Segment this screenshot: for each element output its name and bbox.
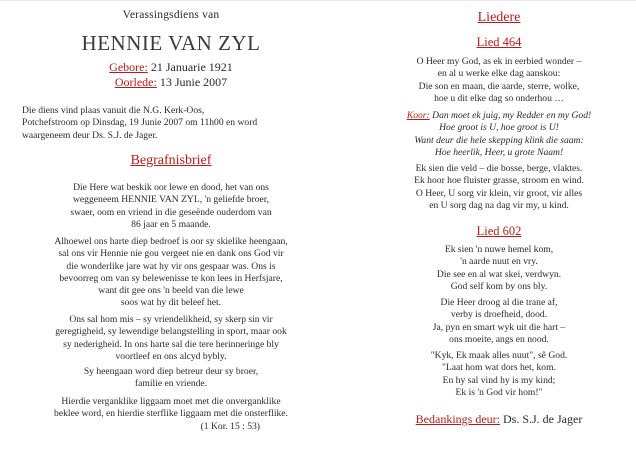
top-edge (0, 0, 636, 1)
scripture-reference: (1 Kor. 15 : 53) (200, 421, 260, 432)
verse-line: en U sorg dag na dag vir my, u kind. (429, 199, 569, 211)
verse-line: Ek sien die veld – die bosse, berge, vlaktes. (415, 163, 583, 174)
letter-paragraph-4 (22, 366, 320, 391)
chorus-line: Want deur die hele skepping klink die saam: (414, 134, 584, 146)
song2-title: Lied 602 (476, 224, 522, 238)
paragraph-line: bevoorreg om van sy belewenisse te kon lees in Herfsjare, (59, 272, 283, 284)
died-line (22, 75, 320, 90)
paragraph-line: geregtigheid, sy lewendige belangstelling in sport, maar ook (55, 326, 287, 338)
paragraph-line: voortleef en ons alcyd bybly. (115, 350, 227, 362)
paragraph-line: familie en vriende. (134, 378, 208, 390)
hymns-title: Liedere (477, 10, 521, 25)
paragraph-line: weggeneem HENNIE VAN ZYL, 'n geliefde broer, (72, 194, 269, 206)
song2-verse1 (368, 244, 630, 293)
chorus-line: Hoe heerlik, Heer, u grote Naam! (434, 146, 564, 158)
letter-paragraph-3 (22, 314, 320, 363)
song1-chorus (368, 110, 630, 159)
verse-line: God self kom by ons bly. (450, 280, 548, 292)
paragraph-line: swaer, oom en vriend in die geseënde ouderdom van (70, 206, 272, 218)
service-info-line: Die diens vind plaas vanuit die N.G. Kerk-Oos, (22, 105, 205, 116)
paragraph-line: Die Here wat beskik oor lewe en dood, het van ons (73, 182, 269, 193)
born-date: 21 Januarie 1921 (150, 60, 233, 74)
verse-line: Die son en maan, die aarde, sterre, wolke, (418, 80, 580, 92)
verse-line: Ek sien 'n nuwe hemel kom, (444, 244, 554, 255)
paragraph-line: soos wat hy dit beleef het. (120, 297, 222, 309)
verse-line: Ek is 'n God vir hom!" (455, 386, 543, 398)
thanks-name: Ds. S.J. de Jager (503, 412, 583, 426)
died-date: 13 Junie 2007 (159, 75, 228, 89)
verse-line: ons moeite, angs en nood. (449, 333, 549, 345)
chorus-first-line (368, 110, 630, 122)
paragraph-line: Hierdie verganklike liggaam moet met die onverganklike (61, 396, 281, 407)
song2-verse3 (368, 350, 630, 399)
song1-title: Lied 464 (476, 35, 522, 49)
verse-line: O Heer, U sorg vir klein, vir groot, vir alles (415, 187, 583, 199)
born-label: Gebore: (109, 60, 148, 74)
service-info-line: waargeneem deur Ds. S.J. de Jager. (22, 129, 158, 141)
song1-verse1 (368, 56, 630, 105)
paragraph-line: Ons sal hom mis – sy vriendelikheid, sy skerp sin vir (69, 314, 273, 325)
verse-line: verby is droefheid, dood. (450, 309, 548, 321)
paragraph-line: sy nederigheid. In ons harte sal die tere herinneringe bly (63, 338, 279, 350)
verse-line: O Heer my God, as ek in eerbied wonder – (416, 56, 582, 67)
paragraph-line: want dit gee ons 'n beeld van die lewe (98, 285, 244, 297)
service-title: Verassingsdiens van (122, 9, 220, 21)
paragraph-line: die wonderlike jare wat hy vir ons gespaar was. Ons is (66, 260, 276, 272)
song1-verse2 (368, 163, 630, 212)
verse-line: en al u werke elke dag aanskou: (437, 68, 561, 80)
verse-line: Ja, pyn en smart wyk uit die hart – (432, 321, 566, 333)
service-info (22, 105, 320, 142)
paragraph-line: beklee word, en hierdie sterflike liggaam met die onsterflike. (54, 408, 288, 420)
born-line (22, 60, 320, 75)
verse-line: Die see en al wat skei, verdwyn. (436, 268, 562, 280)
scripture-quote (22, 396, 320, 421)
thanks-label: Bedankings deur: (415, 412, 500, 426)
verse-line: Ek hoor hoe fluister grasse, stroom en wind. (414, 175, 584, 187)
verse-line: Die Heer droog al die trane af, (440, 297, 558, 308)
letter-title: Begrafnisbrief (130, 153, 212, 168)
acknowledgement (368, 412, 630, 427)
chorus-label: Koor: (406, 110, 430, 121)
paragraph-line: Alhoewel ons harte diep bedroef is oor sy skielike heengaan, (54, 236, 288, 247)
song2-verse2 (368, 297, 630, 346)
died-label: Oorlede: (114, 75, 157, 89)
chorus-line: Dan moet ek juig, my Redder en my God! (432, 110, 592, 121)
verse-line: 'n aarde nuut en vry. (460, 256, 538, 268)
verse-line: En hy sal vind hy is my kind; (442, 374, 556, 386)
chorus-line: Hoe groot is U, hoe groot is U! (439, 122, 559, 134)
deceased-name: HENNIE VAN ZYL (81, 31, 261, 55)
paragraph-line: sal ons vir Hennie nie gou vergeet nie en dank ons God vir (58, 248, 284, 260)
letter-paragraph-1 (22, 182, 320, 231)
service-info-line: Potchefstroom op Dinsdag, 19 Junie 2007 om 11h00 en word (22, 117, 258, 129)
paragraph-line: Sy heengaan word diep betreur deur sy broer, (83, 366, 259, 377)
paragraph-line: 86 jaar en 5 maande. (131, 218, 211, 230)
verse-line: "Kyk, Ek maak alles nuut", sê God. (430, 350, 568, 361)
verse-line: hoe u dit elke dag so onderhou … (434, 92, 564, 104)
verse-line: "Laat hom wat dors het, kom. (442, 362, 556, 374)
letter-paragraph-2 (22, 236, 320, 310)
